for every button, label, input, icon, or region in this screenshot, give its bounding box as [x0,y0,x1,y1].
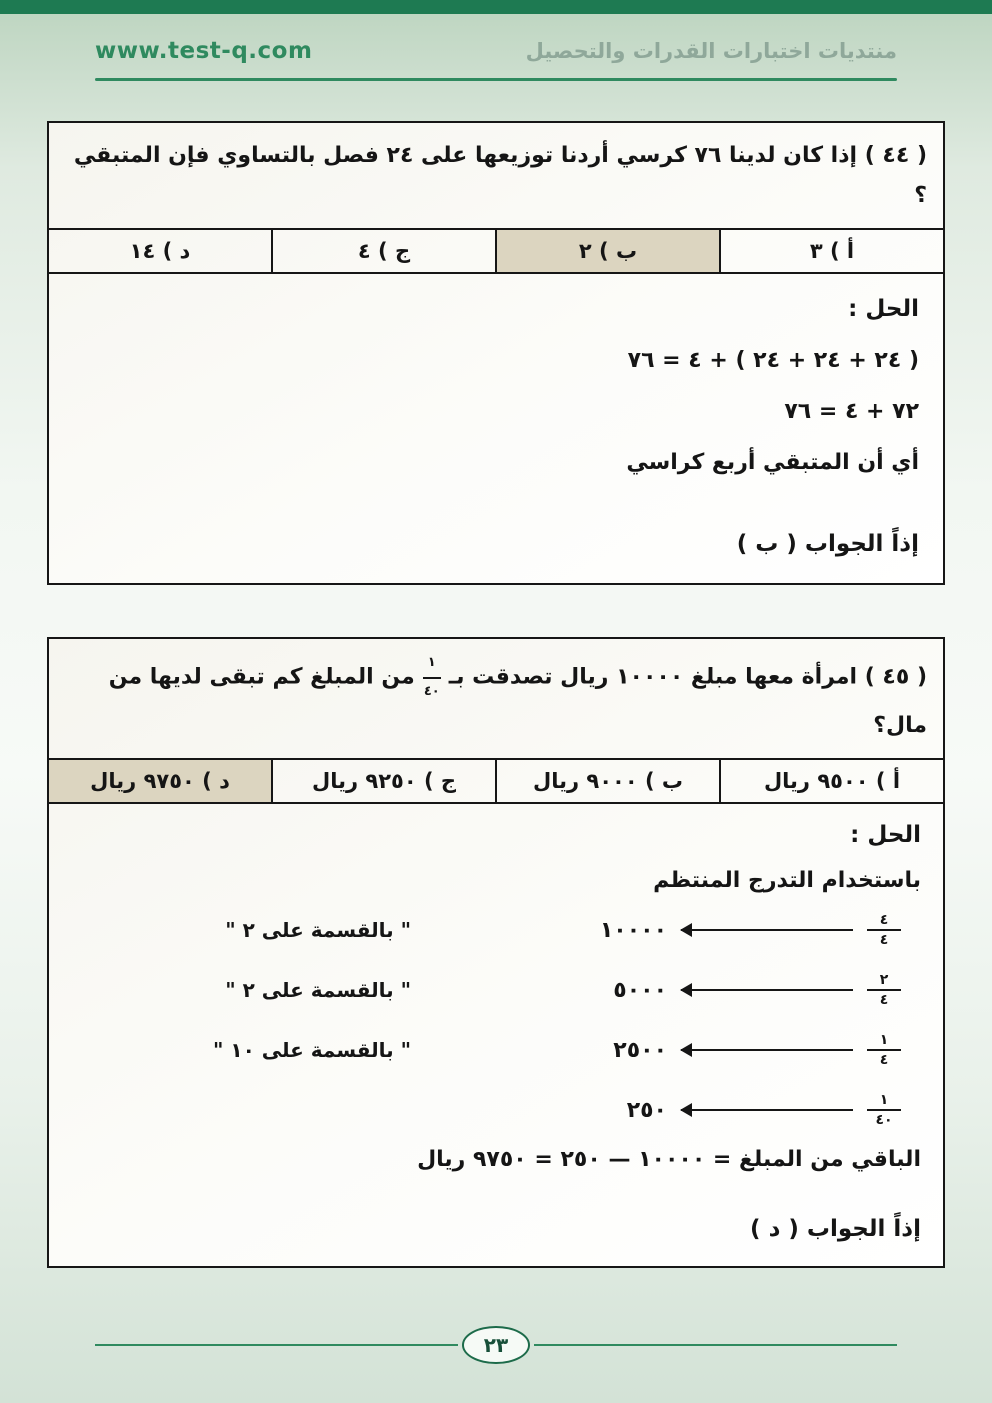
fraction-denominator: ٤ [879,992,889,1009]
footer-line-left [95,1344,458,1346]
page-number-badge [462,1326,530,1364]
fraction-1-over-40 [423,651,441,704]
choice-b: ب ) ٢ [495,230,719,272]
fraction-numerator: ١ [867,1032,901,1051]
ladder-row [71,1027,921,1073]
choice-c: ج ) ٤ [271,230,495,272]
fraction-4-over-4 [867,912,901,948]
question-45-choices [49,760,943,804]
left-arrow-icon [681,1049,853,1051]
question-44-choices [49,230,943,274]
equation-1: ( ٢٤ + ٢٤ + ٢٤ ) + ٤ = ٧٦ [627,348,919,374]
ladder-value: ٥٠٠٠ [613,977,667,1003]
fraction-denominator: ٤ [879,1052,889,1069]
footer-line-right [534,1344,897,1346]
question-44-solution [49,274,943,583]
question-45-text [49,639,943,760]
solution-method: باستخدام التدرج المنتظم [653,868,921,894]
solution-heading: الحل : [848,296,919,323]
solution-result: الباقي من المبلغ = ١٠٠٠٠ — ٢٥٠ = ٩٧٥٠ ريال [417,1147,921,1173]
fraction-denominator: ٤٠ [423,683,440,699]
fraction-2-over-4 [867,972,901,1008]
ladder-value: ١٠٠٠٠ [599,917,667,943]
ladder-row [71,907,921,953]
answer-line: إذاً الجواب ( ب ) [736,531,919,558]
ladder-row [71,967,921,1013]
left-arrow-icon [681,1109,853,1111]
solution-note: أي أن المتبقي أربع كراسي [626,450,919,476]
left-arrow-icon [681,989,853,991]
fraction-numerator: ٤ [867,912,901,931]
question-44-text: ( ٤٤ ) إذا كان لدينا ٧٦ كرسي أردنا توزيعها على ٢٤ فصل بالتساوي فإن المتبقي ؟ [49,123,943,230]
choice-d: د ) ٩٧٥٠ ريال [49,760,271,802]
fraction-numerator: ٢ [867,972,901,991]
fraction-1-over-40 [867,1092,901,1128]
choice-d: د ) ١٤ [129,239,191,264]
question-45-text-part2: من المبلغ كم تبقى لديها من [108,664,415,690]
header-divider [95,78,897,81]
ladder-note: " بالقسمة على ٢ " [225,978,411,1003]
choice-b: ب ) ٩٠٠٠ ريال [495,760,719,802]
ladder-note: " بالقسمة على ٢ " [225,918,411,943]
fraction-1-over-4 [867,1032,901,1068]
page-header [0,14,992,78]
site-url: www.test-q.com [95,38,313,64]
ladder-row [71,1087,921,1133]
choice-a: أ ) ٩٥٠٠ ريال [719,760,943,802]
top-green-bar [0,0,992,14]
gradient-ladder-diagram [71,907,921,1133]
equation-2: ٧٢ + ٤ = ٧٦ [784,399,919,425]
ladder-value: ٢٥٠٠ [613,1037,667,1063]
page-number: ٢٣ [483,1333,509,1358]
solution-heading: الحل : [850,822,921,849]
choice-a: أ ) ٣ [719,230,943,272]
question-44-box [47,121,945,585]
ladder-value: ٢٥٠ [626,1097,667,1123]
ladder-note: " بالقسمة على ١٠ " [213,1038,411,1063]
forum-title: منتديات اختبارات القدرات والتحصيل [525,39,897,63]
answer-line: إذاً الجواب ( د ) [750,1216,921,1243]
fraction-numerator: ١ [423,651,441,679]
page-footer [95,1326,897,1364]
left-arrow-icon [681,929,853,931]
fraction-denominator: ٤ [879,932,889,949]
question-45-box [47,637,945,1268]
question-45-solution [49,804,943,1266]
choice-c: ج ) ٩٢٥٠ ريال [271,760,495,802]
question-45-text-line2: مال؟ [873,712,927,738]
question-45-text-part1: ( ٤٥ ) امرأة معها مبلغ ١٠٠٠٠ ريال تصدقت بـ [448,664,927,690]
fraction-numerator: ١ [867,1092,901,1111]
fraction-denominator: ٤٠ [875,1112,893,1129]
